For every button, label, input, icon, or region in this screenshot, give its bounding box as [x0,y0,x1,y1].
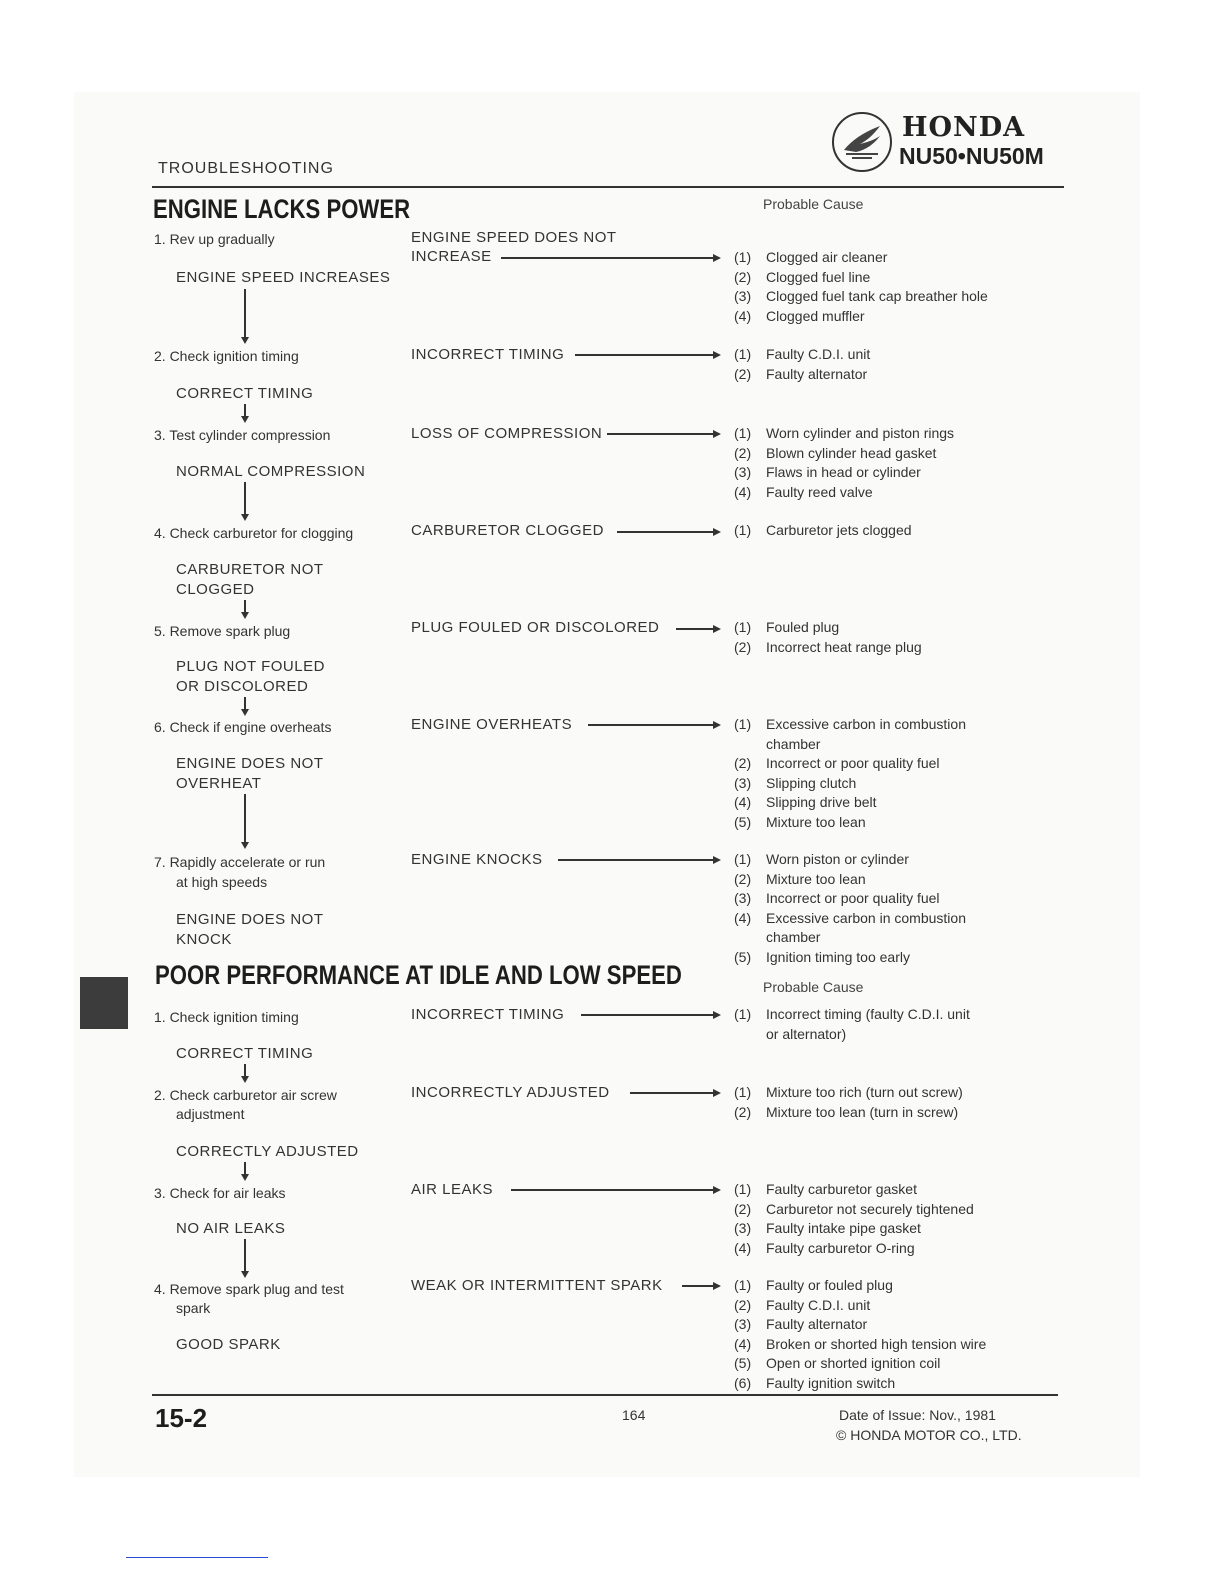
cause-text: Mixture too rich (turn out screw) [766,1084,963,1100]
cause-item [734,248,988,268]
arrow-down [244,289,246,339]
cause-list [734,1083,963,1122]
cause-number: (1) [734,522,752,538]
cause-number: (1) [734,716,752,732]
cause-item [734,1025,970,1045]
cause-text: Faulty carburetor gasket [766,1181,917,1197]
arrow-down [244,1239,246,1273]
cause-item [734,483,954,503]
step-text: 7. Rapidly accelerate or run [154,854,326,870]
step-text: 3. Check for air leaks [154,1185,286,1201]
cause-number: (5) [734,813,752,830]
cause-item [734,1354,986,1374]
symptom-text: INCORRECT TIMING [411,346,565,363]
result-text: CLOGGED [176,581,255,598]
cause-number: (2) [734,1200,752,1217]
step-text: 2. Check ignition timing [154,348,299,364]
cause-text: Fouled plug [766,619,840,635]
cause-item [734,1180,974,1200]
cause-item [734,1315,986,1335]
cause-item [734,1083,963,1103]
cause-number: (6) [734,1374,752,1391]
cause-text: Flaws in head or cylinder [766,464,921,480]
page-number: 15-2 [155,1403,208,1433]
probable-cause-label: Probable Cause [763,979,864,995]
cause-text: or alternator) [766,1025,847,1042]
cause-text: Slipping drive belt [766,794,877,810]
result-text: OR DISCOLORED [176,678,309,695]
symptom-text: CARBURETOR CLOGGED [411,522,604,539]
cause-text: Faulty ignition switch [766,1374,896,1391]
result-text: ENGINE SPEED INCREASES [176,269,391,286]
result-text: PLUG NOT FOULED [176,658,325,675]
cause-number: (1) [734,425,752,441]
cause-item [734,793,966,813]
cause-number: (4) [734,794,752,810]
cause-text: Mixture too lean [766,813,866,830]
cause-list [734,248,988,326]
cause-number: (1) [734,1006,752,1022]
cause-number: (5) [734,948,752,965]
cause-text: Incorrect heat range plug [766,638,922,655]
cause-number: (1) [734,1084,752,1100]
symptom-text: AIR LEAKS [411,1181,494,1198]
cause-item [734,870,966,890]
cause-item [734,715,966,735]
result-text: CORRECT TIMING [176,385,314,402]
step-text: 2. Check carburetor air screw [154,1087,337,1103]
result-text: NORMAL COMPRESSION [176,463,366,480]
cause-list [734,850,966,967]
arrow-right [511,1189,715,1191]
cause-list [734,1276,986,1393]
result-text: ENGINE DOES NOT [176,911,324,928]
arrow-down [244,1064,246,1078]
cause-number: (2) [734,870,752,887]
cause-text: Excessive carbon in combustion [766,909,966,926]
cause-item [734,909,966,929]
symptom-text: ENGINE SPEED DOES NOT [411,229,617,246]
cause-number: (2) [734,1296,752,1313]
step-text: 1. Rev up gradually [154,231,275,247]
cause-number: (2) [734,1103,752,1120]
cause-text: Mixture too lean [766,870,866,887]
cause-number: (2) [734,755,752,771]
brand-name: HONDA [902,112,1026,143]
cause-text: Blown cylinder head gasket [766,444,937,461]
arrow-right [575,354,715,356]
section-label: TROUBLESHOOTING [158,160,334,177]
honda-wing-logo-icon [830,110,894,174]
result-text: ENGINE DOES NOT [176,755,324,772]
cause-number: (2) [734,638,752,655]
arrow-down [244,697,246,711]
cause-text: Mixture too lean (turn in screw) [766,1103,959,1120]
symptom-text: ENGINE OVERHEATS [411,716,573,733]
cause-text: chamber [766,735,821,752]
cause-item [734,424,954,444]
cause-item [734,948,966,968]
cause-text: Faulty C.D.I. unit [766,346,871,362]
step-text: 1. Check ignition timing [154,1009,299,1025]
section-tab-marker [80,977,128,1029]
cause-list [734,345,870,384]
cause-item [734,1103,963,1123]
cause-text: Ignition timing too early [766,948,910,965]
cause-item [734,735,966,755]
cause-text: Faulty or fouled plug [766,1277,893,1293]
cause-item [734,307,988,327]
cause-number: (3) [734,774,752,791]
arrow-right [581,1014,715,1016]
symptom-text: INCORRECT TIMING [411,1006,565,1023]
cause-number: (1) [734,851,752,867]
cause-item [734,521,912,541]
cause-number: (1) [734,1277,752,1293]
cause-list [734,715,966,832]
step-text: 5. Remove spark plug [154,623,291,639]
step-text: 4. Check carburetor for clogging [154,525,354,541]
cause-item [734,1219,974,1239]
cause-item [734,345,870,365]
arrow-right [558,859,715,861]
cause-item [734,1239,974,1259]
cause-number: (3) [734,464,752,480]
cause-item [734,928,966,948]
cause-item [734,813,966,833]
arrow-right [501,257,715,259]
arrow-down [244,482,246,516]
cause-item [734,1200,974,1220]
section-title-engine-lacks-power: ENGINE LACKS POWER [153,194,411,224]
cause-list [734,1180,974,1258]
cause-item [734,754,966,774]
cause-number: (4) [734,483,752,500]
cause-number: (1) [734,346,752,362]
cause-text: Faulty alternator [766,365,868,382]
cause-item [734,774,966,794]
cause-text: Carburetor not securely tightened [766,1200,974,1217]
cause-list [734,618,922,657]
result-text: OVERHEAT [176,775,262,792]
cause-item [734,365,870,385]
symptom-text: ENGINE KNOCKS [411,851,543,868]
cause-text: Broken or shorted high tension wire [766,1335,987,1352]
result-text: NO AIR LEAKS [176,1220,286,1237]
cause-item [734,463,954,483]
issue-date: Date of Issue: Nov., 1981 [839,1407,996,1423]
cause-item [734,1276,986,1296]
footnote-link-underline [126,1557,268,1558]
cause-item [734,889,966,909]
cause-text: Incorrect or poor quality fuel [766,890,940,906]
arrow-down [244,1162,246,1176]
arrow-down [244,794,246,844]
cause-item [734,1296,986,1316]
cause-list [734,424,954,502]
cause-list [734,521,912,541]
symptom-text: WEAK OR INTERMITTENT SPARK [411,1277,663,1294]
result-text: KNOCK [176,931,232,948]
cause-text: Open or shorted ignition coil [766,1355,941,1371]
cause-item [734,287,988,307]
arrow-right [617,531,715,533]
cause-number: (4) [734,307,752,324]
step-text: 6. Check if engine overheats [154,719,332,735]
cause-number: (3) [734,288,752,304]
cause-text: Clogged fuel tank cap breather hole [766,288,988,304]
cause-text: Faulty alternator [766,1316,868,1332]
cause-item [734,618,922,638]
step-text: spark [176,1300,211,1316]
cause-text: Clogged muffler [766,307,865,324]
step-text: 4. Remove spark plug and test [154,1281,344,1297]
cause-number: (4) [734,1335,752,1352]
symptom-text: PLUG FOULED OR DISCOLORED [411,619,660,636]
arrow-right [676,628,715,630]
cause-text: Clogged fuel line [766,268,871,285]
result-text: GOOD SPARK [176,1336,281,1353]
cause-number: (5) [734,1355,752,1371]
cause-number: (2) [734,365,752,382]
cause-text: Excessive carbon in combustion [766,716,966,732]
cause-number: (4) [734,909,752,926]
cause-text: Faulty carburetor O-ring [766,1239,915,1256]
cause-text: Worn piston or cylinder [766,851,909,867]
arrow-right [682,1285,715,1287]
result-text: CORRECTLY ADJUSTED [176,1143,359,1160]
cause-number: (2) [734,444,752,461]
step-text: 3. Test cylinder compression [154,427,331,443]
cause-text: Faulty intake pipe gasket [766,1220,921,1236]
cause-number: (3) [734,1316,752,1332]
cause-text: Slipping clutch [766,774,857,791]
cause-item [734,444,954,464]
arrow-right [588,724,715,726]
cause-item [734,850,966,870]
result-text: CORRECT TIMING [176,1045,314,1062]
cause-text: Clogged air cleaner [766,249,888,265]
cause-text: Carburetor jets clogged [766,522,912,538]
cause-number: (3) [734,890,752,906]
result-text: CARBURETOR NOT [176,561,324,578]
header-rule [152,186,1064,188]
arrow-down [244,600,246,614]
arrow-down [244,404,246,418]
arrow-right [607,433,715,435]
cause-item [734,1005,970,1025]
cause-item [734,1374,986,1394]
model-name: NU50•NU50M [899,143,1044,169]
step-text: adjustment [176,1106,245,1122]
cause-text: Faulty C.D.I. unit [766,1296,871,1313]
probable-cause-label: Probable Cause [763,196,864,212]
copyright: © HONDA MOTOR CO., LTD. [836,1427,1022,1443]
cause-text: Faulty reed valve [766,483,873,500]
cause-number: (1) [734,1181,752,1197]
step-text: at high speeds [176,874,268,890]
cause-text: Worn cylinder and piston rings [766,425,955,441]
cause-list [734,1005,970,1044]
section-title-poor-performance: POOR PERFORMANCE AT IDLE AND LOW SPEED [155,960,682,990]
cause-number: (3) [734,1220,752,1236]
cause-number: (4) [734,1239,752,1256]
cause-number: (2) [734,268,752,285]
cause-item [734,1335,986,1355]
symptom-text: LOSS OF COMPRESSION [411,425,603,442]
cause-text: chamber [766,929,821,945]
symptom-text: INCORRECTLY ADJUSTED [411,1084,610,1101]
symptom-text: INCREASE [411,248,492,265]
cause-item [734,638,922,658]
cause-item [734,268,988,288]
footer-rule [152,1394,1058,1396]
cause-text: Incorrect timing (faulty C.D.I. unit [766,1006,970,1022]
cause-number: (1) [734,619,752,635]
cause-text: Incorrect or poor quality fuel [766,755,940,771]
cause-number: (1) [734,249,752,265]
sheet-number: 164 [622,1407,646,1423]
arrow-right [630,1092,715,1094]
